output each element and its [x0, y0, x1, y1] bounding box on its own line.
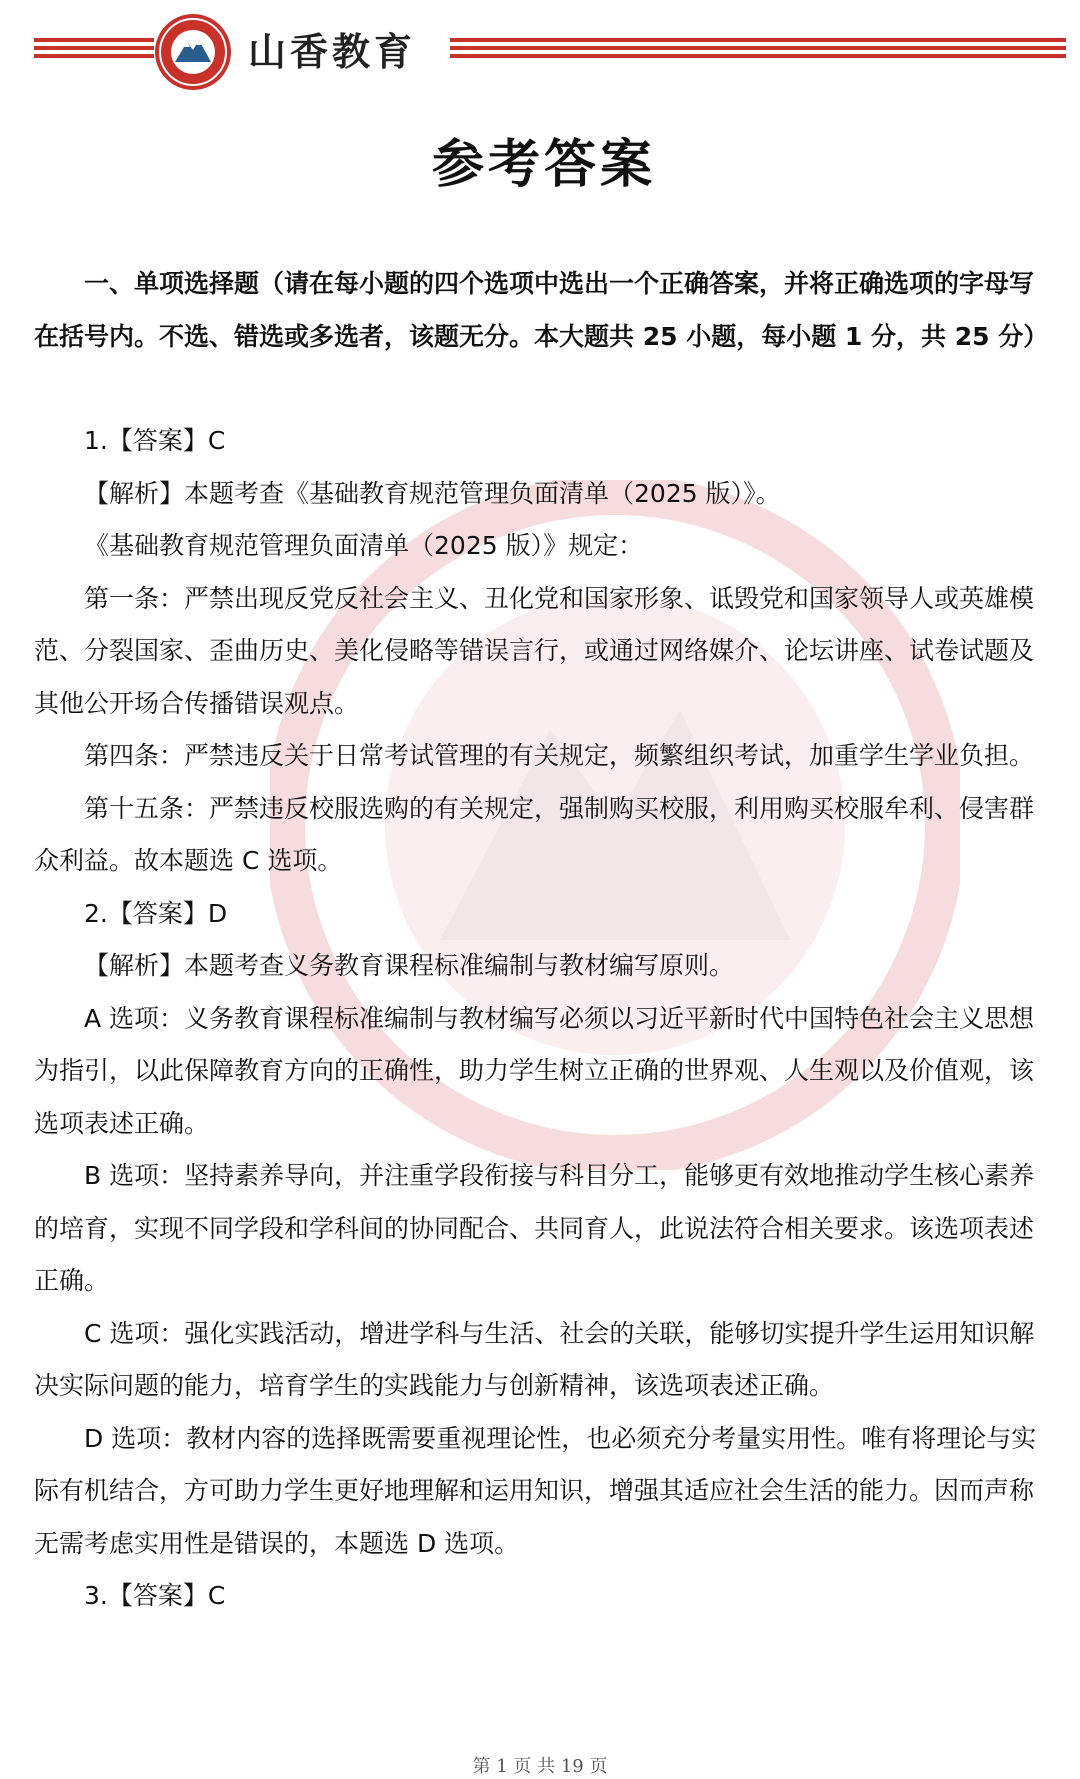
answer-paragraph: C 选项：强化实践活动，增进学科与生活、社会的关联，能够切实提升学生运用知识解决实际问题的能力，培育学生的实践能力与创新精神，该选项表述正确。: [34, 1318, 1035, 1400]
answer-paragraph: 1.【答案】C: [84, 426, 226, 455]
answer-paragraph: 第十五条：严禁违反校服选购的有关规定，强制购买校服，利用购买校服牟利、侵害群众利益。故本题选 C 选项。: [34, 793, 1035, 875]
answer-paragraph: B 选项：坚持素养导向，并注重学段衔接与科目分工，能够更有效地推动学生核心素养的培育，实现不同学段和学科间的协同配合、共同育人，此说法符合相关要求。该选项表述正确。: [34, 1161, 1035, 1295]
answer-body: [34, 415, 1054, 1623]
header-stripes-left: [34, 38, 154, 62]
answer-paragraph: D 选项：教材内容的选择既需要重视理论性，也必须充分考量实用性。唯有将理论与实际有机结合，方可助力学生更好地理解和运用知识，增强其适应社会生活的能力。因而声称无需考虑实用性是错误的，本题选 D 选项。: [34, 1423, 1037, 1558]
answer-paragraph: 第四条：严禁违反关于日常考试管理的有关规定，频繁组织考试，加重学生学业负担。: [84, 741, 1035, 770]
page-header: [0, 0, 1080, 110]
brand-logo: [155, 14, 231, 90]
mountain-logo-icon: [155, 14, 231, 90]
page-title: 参考答案: [431, 135, 656, 195]
section-heading: 一、单项选择题（请在每小题的四个选项中选出一个正确答案，并将正确选项的字母写在括号内。不选、错选或多选者，该题无分。本大题共 25 小题，每小题 1 分，共 25 分）: [34, 269, 1049, 351]
answer-paragraph: A 选项：义务教育课程标准编制与教材编写必须以习近平新时代中国特色社会主义思想为指引，以此保障教育方向的正确性，助力学生树立正确的世界观、人生观以及价值观，该选项表述正确。: [34, 1003, 1035, 1138]
answer-paragraph: 3.【答案】C: [84, 1581, 226, 1610]
answer-paragraph: 【解析】本题考查《基础教育规范管理负面清单（2025 版）》。: [84, 478, 781, 508]
header-stripes-right: [450, 38, 1066, 62]
answer-paragraph: 第一条：严禁出现反党反社会主义、丑化党和国家形象、诋毁党和国家领导人或英雄模范、分裂国家、歪曲历史、美化侵略等错误言行，或通过网络媒介、论坛讲座、试卷试题及其他公开场合传播错误观点。: [34, 583, 1035, 718]
answer-paragraph: 2.【答案】D: [84, 898, 228, 928]
brand-name: 山香教育: [248, 29, 417, 74]
answer-paragraph: 《基础教育规范管理负面清单（2025 版）》规定：: [84, 531, 644, 560]
page-number: 第 1 页 共 19 页: [472, 1756, 608, 1777]
answer-paragraph: 【解析】本题考查义务教育课程标准编制与教材编写原则。: [84, 951, 735, 980]
